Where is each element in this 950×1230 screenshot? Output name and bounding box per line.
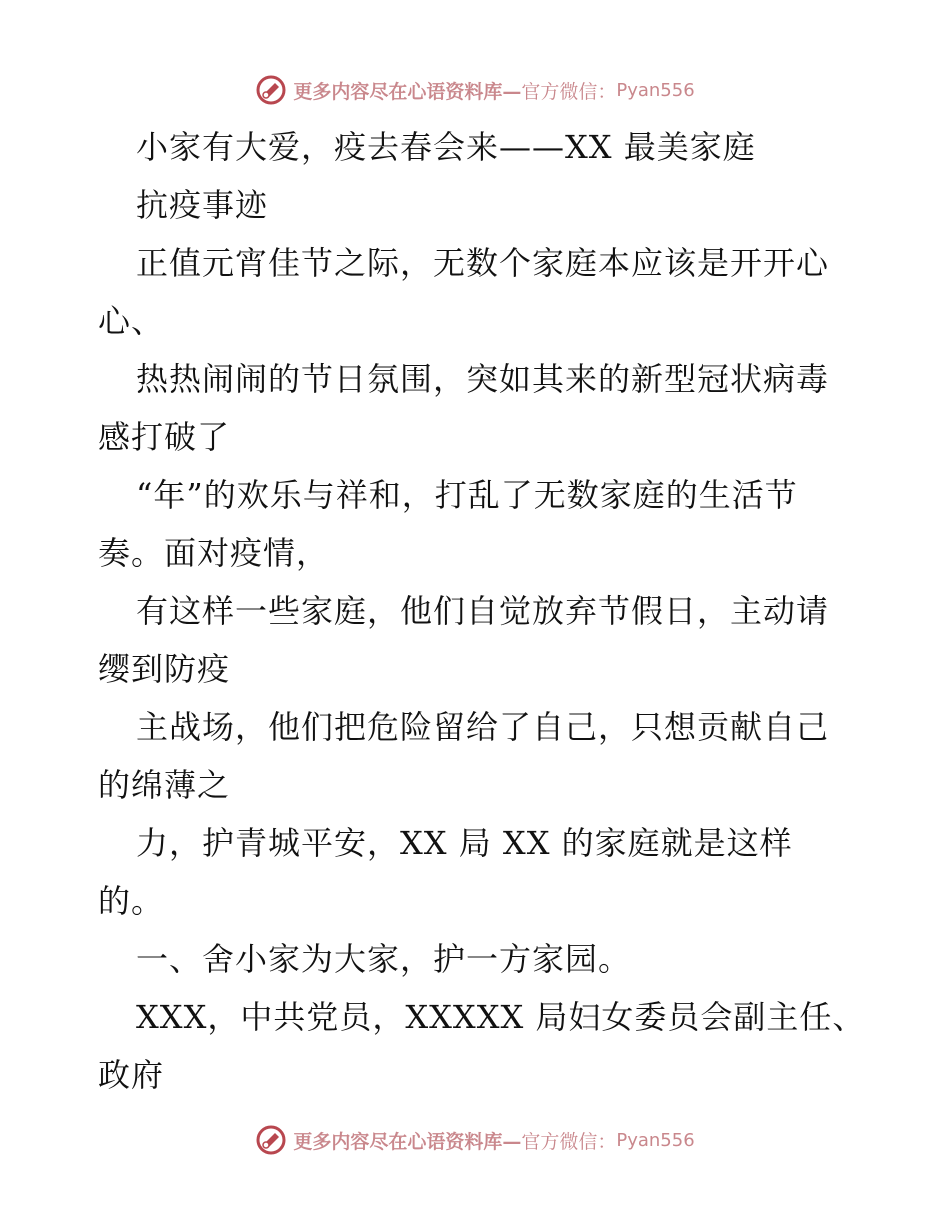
text-line: 政府 (98, 1056, 165, 1094)
text-line: 心、 (98, 302, 165, 340)
text-line: 一、舍小家为大家，护一方家园。 (136, 940, 632, 978)
text-line: 正值元宵佳节之际，无数个家庭本应该是开开心 (136, 244, 830, 282)
logo-icon (255, 74, 287, 106)
watermark-cn-text: 更多内容尽在心语资料库— (293, 1130, 522, 1153)
logo-icon (255, 1124, 287, 1156)
text-line: 缨到防疫 (98, 650, 231, 688)
text-line: XXX，中共党员，XXXXX 局妇女委员会副主任、 (136, 998, 866, 1036)
document-body (98, 118, 866, 1104)
text-line: 抗疫事迹 (136, 186, 269, 224)
text-line: 感打破了 (98, 418, 231, 456)
text-line: 热热闹闹的节日氛围，突如其来的新型冠状病毒 (136, 360, 830, 398)
watermark-label: 官方微信： (521, 1130, 617, 1153)
text-line: 力，护青城平安，XX 局 XX 的家庭就是这样 (136, 824, 793, 862)
text-line: “年”的欢乐与祥和，打乱了无数家庭的生活节 (136, 476, 798, 514)
watermark-wechat-id: Pyan556 (616, 79, 695, 101)
text-line: 的。 (98, 882, 165, 920)
watermark-cn-text: 更多内容尽在心语资料库— (293, 80, 522, 103)
text-line: 主战场，他们把危险留给了自己，只想贡献自己 (136, 708, 830, 746)
watermark-label: 官方微信： (521, 80, 617, 103)
watermark-header (0, 70, 950, 110)
text-line: 小家有大爱，疫去春会来——XX 最美家庭 (136, 128, 756, 166)
watermark-footer (0, 1120, 950, 1160)
text-line: 的绵薄之 (98, 766, 231, 804)
text-line: 有这样一些家庭，他们自觉放弃节假日，主动请 (136, 592, 830, 630)
watermark-wechat-id: Pyan556 (616, 1129, 695, 1151)
text-line: 奏。面对疫情， (98, 534, 330, 572)
